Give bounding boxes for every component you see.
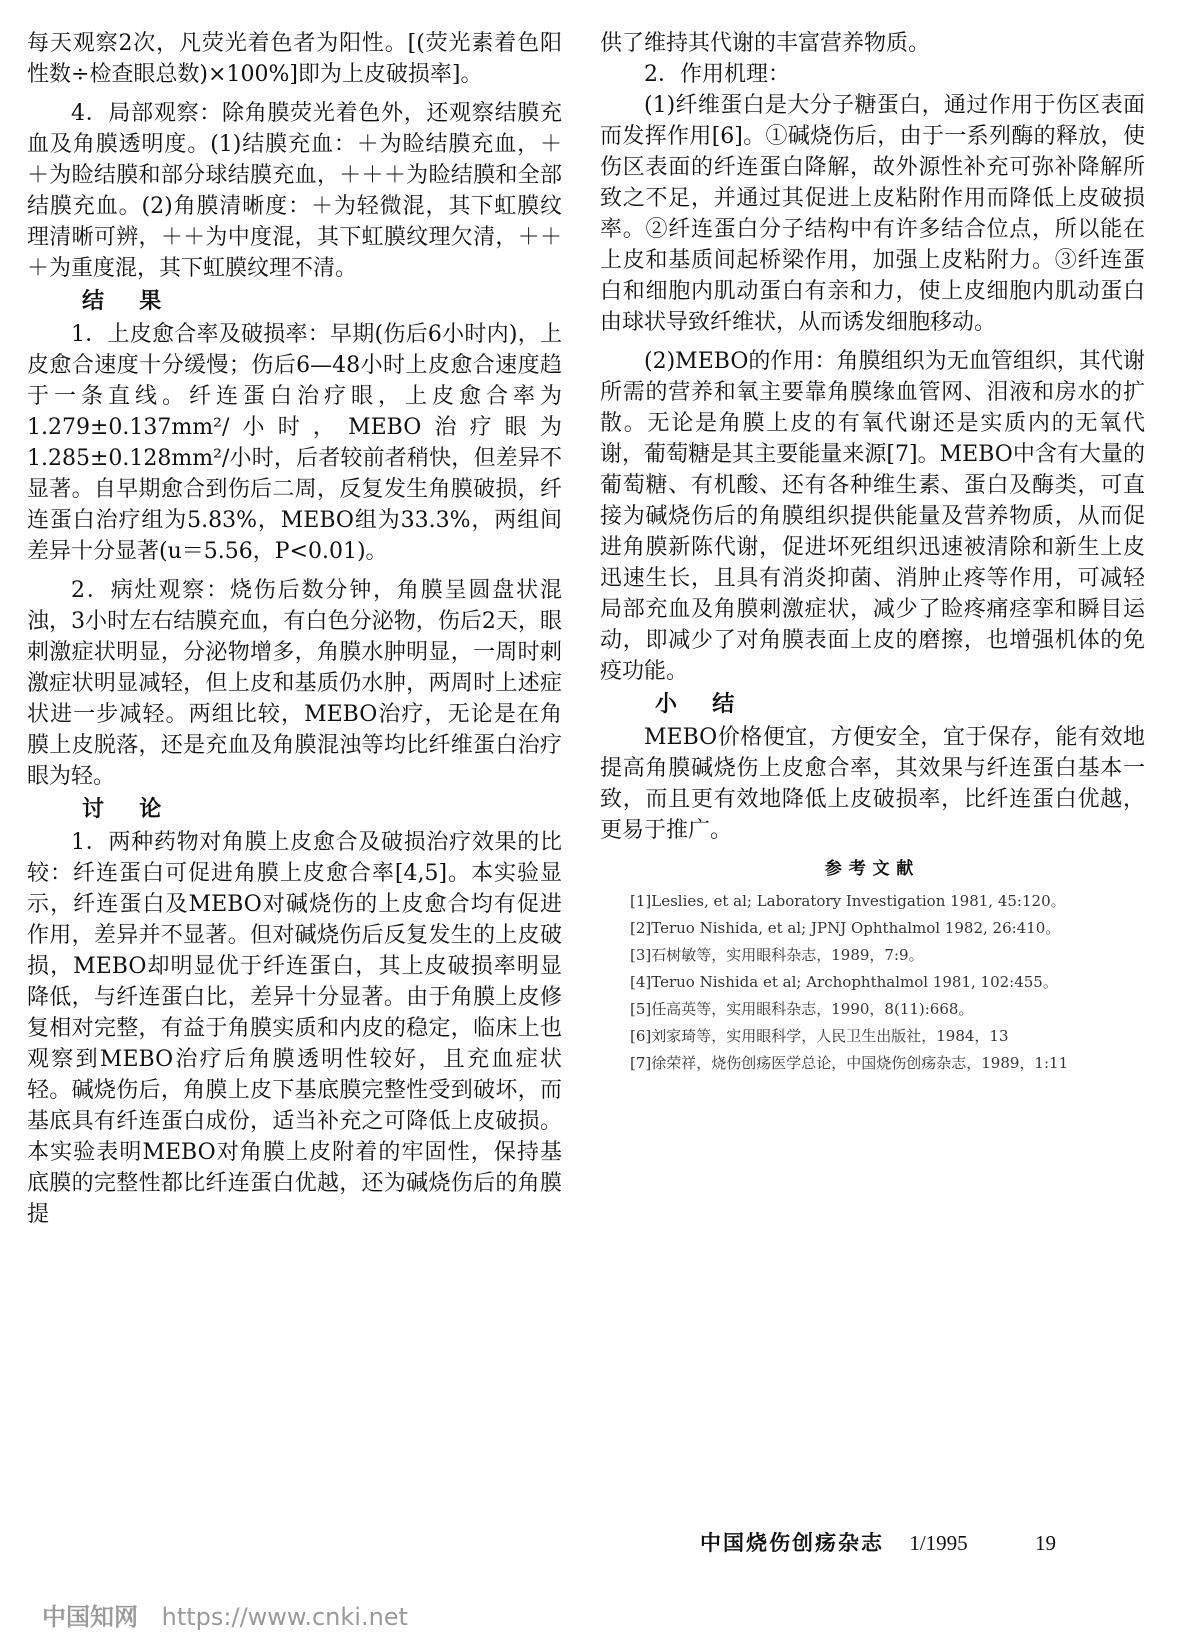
paragraph-mechanism-heading: 2．作用机理： bbox=[644, 62, 790, 87]
paragraph-summary: MEBO价格便宜，方便安全，宜于保存，能有效地提高角膜碱烧伤上皮愈合率，其效果与纤连蛋白基本一致，而且更有效地降低上皮破损率，比纤连蛋白优越，更易于推广。 bbox=[600, 725, 1145, 843]
cnki-watermark bbox=[42, 1597, 408, 1632]
paragraph-lesion-observation: 2．病灶观察：烧伤后数分钟，角膜呈圆盘状混浊，3小时左右结膜充血，有白色分泌物，伤后2天，眼刺激症状明显，分泌物增多，角膜水肿明显，一周时刺激症状明显减轻，但上皮和基质仍水肿，两周时上述症状进一步减轻。两组比较，MEBO治疗，无论是在角膜上皮脱落，还是充血及角膜混浊等均比纤维蛋白治疗眼为轻。 bbox=[27, 578, 562, 789]
heading-results: 结果 bbox=[82, 288, 197, 314]
page-footer bbox=[700, 1527, 1056, 1557]
reference-item: [5]任高英等，实用眼科杂志，1990，8(11):668。 bbox=[630, 1000, 974, 1018]
page-number: 19 bbox=[1034, 1531, 1056, 1555]
paragraph-local-observation: 4．局部观察：除角膜荧光着色外，还观察结膜充血及角膜透明度。(1)结膜充血：＋为睑结膜充血，＋＋为睑结膜和部分球结膜充血，＋＋＋为睑结膜和全部结膜充血。(2)角膜清晰度：＋为轻微混，其下虹膜纹理清晰可辨，＋＋为中度混，其下虹膜纹理欠清，＋＋＋为重度混，其下虹膜纹理不清。 bbox=[27, 101, 562, 281]
heading-summary: 小结 bbox=[655, 691, 770, 717]
paragraph-mebo-mechanism: (2)MEBO的作用：角膜组织为无血管组织，其代谢所需的营养和氧主要靠角膜缘血管网、泪液和房水的扩散。无论是角膜上皮的有氧代谢还是实质内的无氧代谢，葡萄糖是其主要能量来源[7]。MEBO中含有大量的葡萄糖、有机酸、还有各种维生素、蛋白及酶类，可直接为碱烧伤后的角膜组织提供能量及营养物质，从而促进角膜新陈代谢，促进坏死组织迅速被清除和新生上皮迅速生长，且具有消炎抑菌、消肿止疼等作用，可减轻局部充血及角膜刺激症状，减少了睑疼痛痉挛和瞬目运动，即减少了对角膜表面上皮的磨擦，也增强机体的免疫功能。 bbox=[600, 349, 1145, 684]
reference-item: [2]Teruo Nishida, et al; JPNJ Ophthalmol 1982, 26:410。 bbox=[630, 919, 1061, 937]
left-column bbox=[27, 28, 562, 1230]
paragraph-nutrition-cont: 供了维持其代谢的丰富营养物质。 bbox=[600, 31, 931, 56]
right-column bbox=[600, 28, 1145, 1078]
reference-item: [7]徐荣祥，烧伤创疡医学总论，中国烧伤创疡杂志，1989，1:11 bbox=[630, 1054, 1069, 1072]
reference-item: [3]石树敏等，实用眼科杂志，1989，7:9。 bbox=[630, 946, 924, 964]
reference-item: [4]Teruo Nishida et al; Archophthalmol 1981, 102:455。 bbox=[630, 973, 1058, 991]
paragraph-healing-rate: 1．上皮愈合率及破损率：早期(伤后6小时内)，上皮愈合速度十分缓慢；伤后6—48小时上皮愈合速度趋于一条直线。纤连蛋白治疗眼，上皮愈合率为1.279±0.137mm²/小时，MEBO治疗眼为1.285±0.128mm²/小时，后者较前者稍快，但差异不显著。自早期愈合到伤后二周，反复发生角膜破损，纤连蛋白治疗组为5.83%，MEBO组为33.3%，两组间差异十分显著(u＝5.56，P<0.01)。 bbox=[27, 322, 562, 564]
issue-number: 1/1995 bbox=[909, 1531, 968, 1555]
paragraph-comparison: 1．两种药物对角膜上皮愈合及破损治疗效果的比较：纤连蛋白可促进角膜上皮愈合率[4,5]。本实验显示，纤连蛋白及MEBO对碱烧伤的上皮愈合均有促进作用，差异并不显著。但对碱烧伤后反复发生的上皮破损，MEBO却明显优于纤连蛋白，其上皮破损率明显降低，与纤连蛋白比，差异十分显著。由于角膜上皮修复相对完整，有益于角膜实质和内皮的稳定，临床上也观察到MEBO治疗后角膜透明性较好，且充血症状轻。碱烧伤后，角膜上皮下基底膜完整性受到破坏，而基底具有纤连蛋白成份，适当补充之可降低上皮破损。本实验表明MEBO对角膜上皮附着的牢固性，保持基底膜的完整性都比纤连蛋白优越，还为碱烧伤后的角膜提 bbox=[27, 830, 562, 1227]
paragraph-observation-cont: 每天观察2次，凡荧光着色者为阳性。[(荧光素着色阳性数÷检查眼总数)×100%]即为上皮破损率]。 bbox=[27, 31, 562, 87]
watermark-brand: 中国知网 bbox=[42, 1603, 138, 1631]
reference-item: [6]刘家琦等，实用眼科学，人民卫生出版社，1984，13 bbox=[630, 1027, 1009, 1045]
references-list bbox=[600, 889, 1145, 1076]
heading-discussion: 讨论 bbox=[82, 796, 197, 822]
watermark-url: https://www.cnki.net bbox=[161, 1603, 408, 1631]
references-title: 参考文献 bbox=[824, 859, 921, 879]
journal-name: 中国烧伤创疡杂志 bbox=[700, 1531, 884, 1555]
reference-item: [1]Leslies, et al; Laboratory Investigation 1981, 45:120。 bbox=[630, 892, 1066, 910]
paragraph-fibronectin-mechanism: (1)纤维蛋白是大分子糖蛋白，通过作用于伤区表面而发挥作用[6]。①碱烧伤后，由于一系列酶的释放，使伤区表面的纤连蛋白降解，故外源性补充可弥补降解所致之不足，并通过其促进上皮粘附作用而降低上皮破损率。②纤连蛋白分子结构中有许多结合位点，所以能在上皮和基质间起桥梁作用，加强上皮粘附力。③纤连蛋白和细胞内肌动蛋白有亲和力，使上皮细胞内肌动蛋白由球状导致纤维状，从而诱发细胞移动。 bbox=[600, 93, 1145, 335]
